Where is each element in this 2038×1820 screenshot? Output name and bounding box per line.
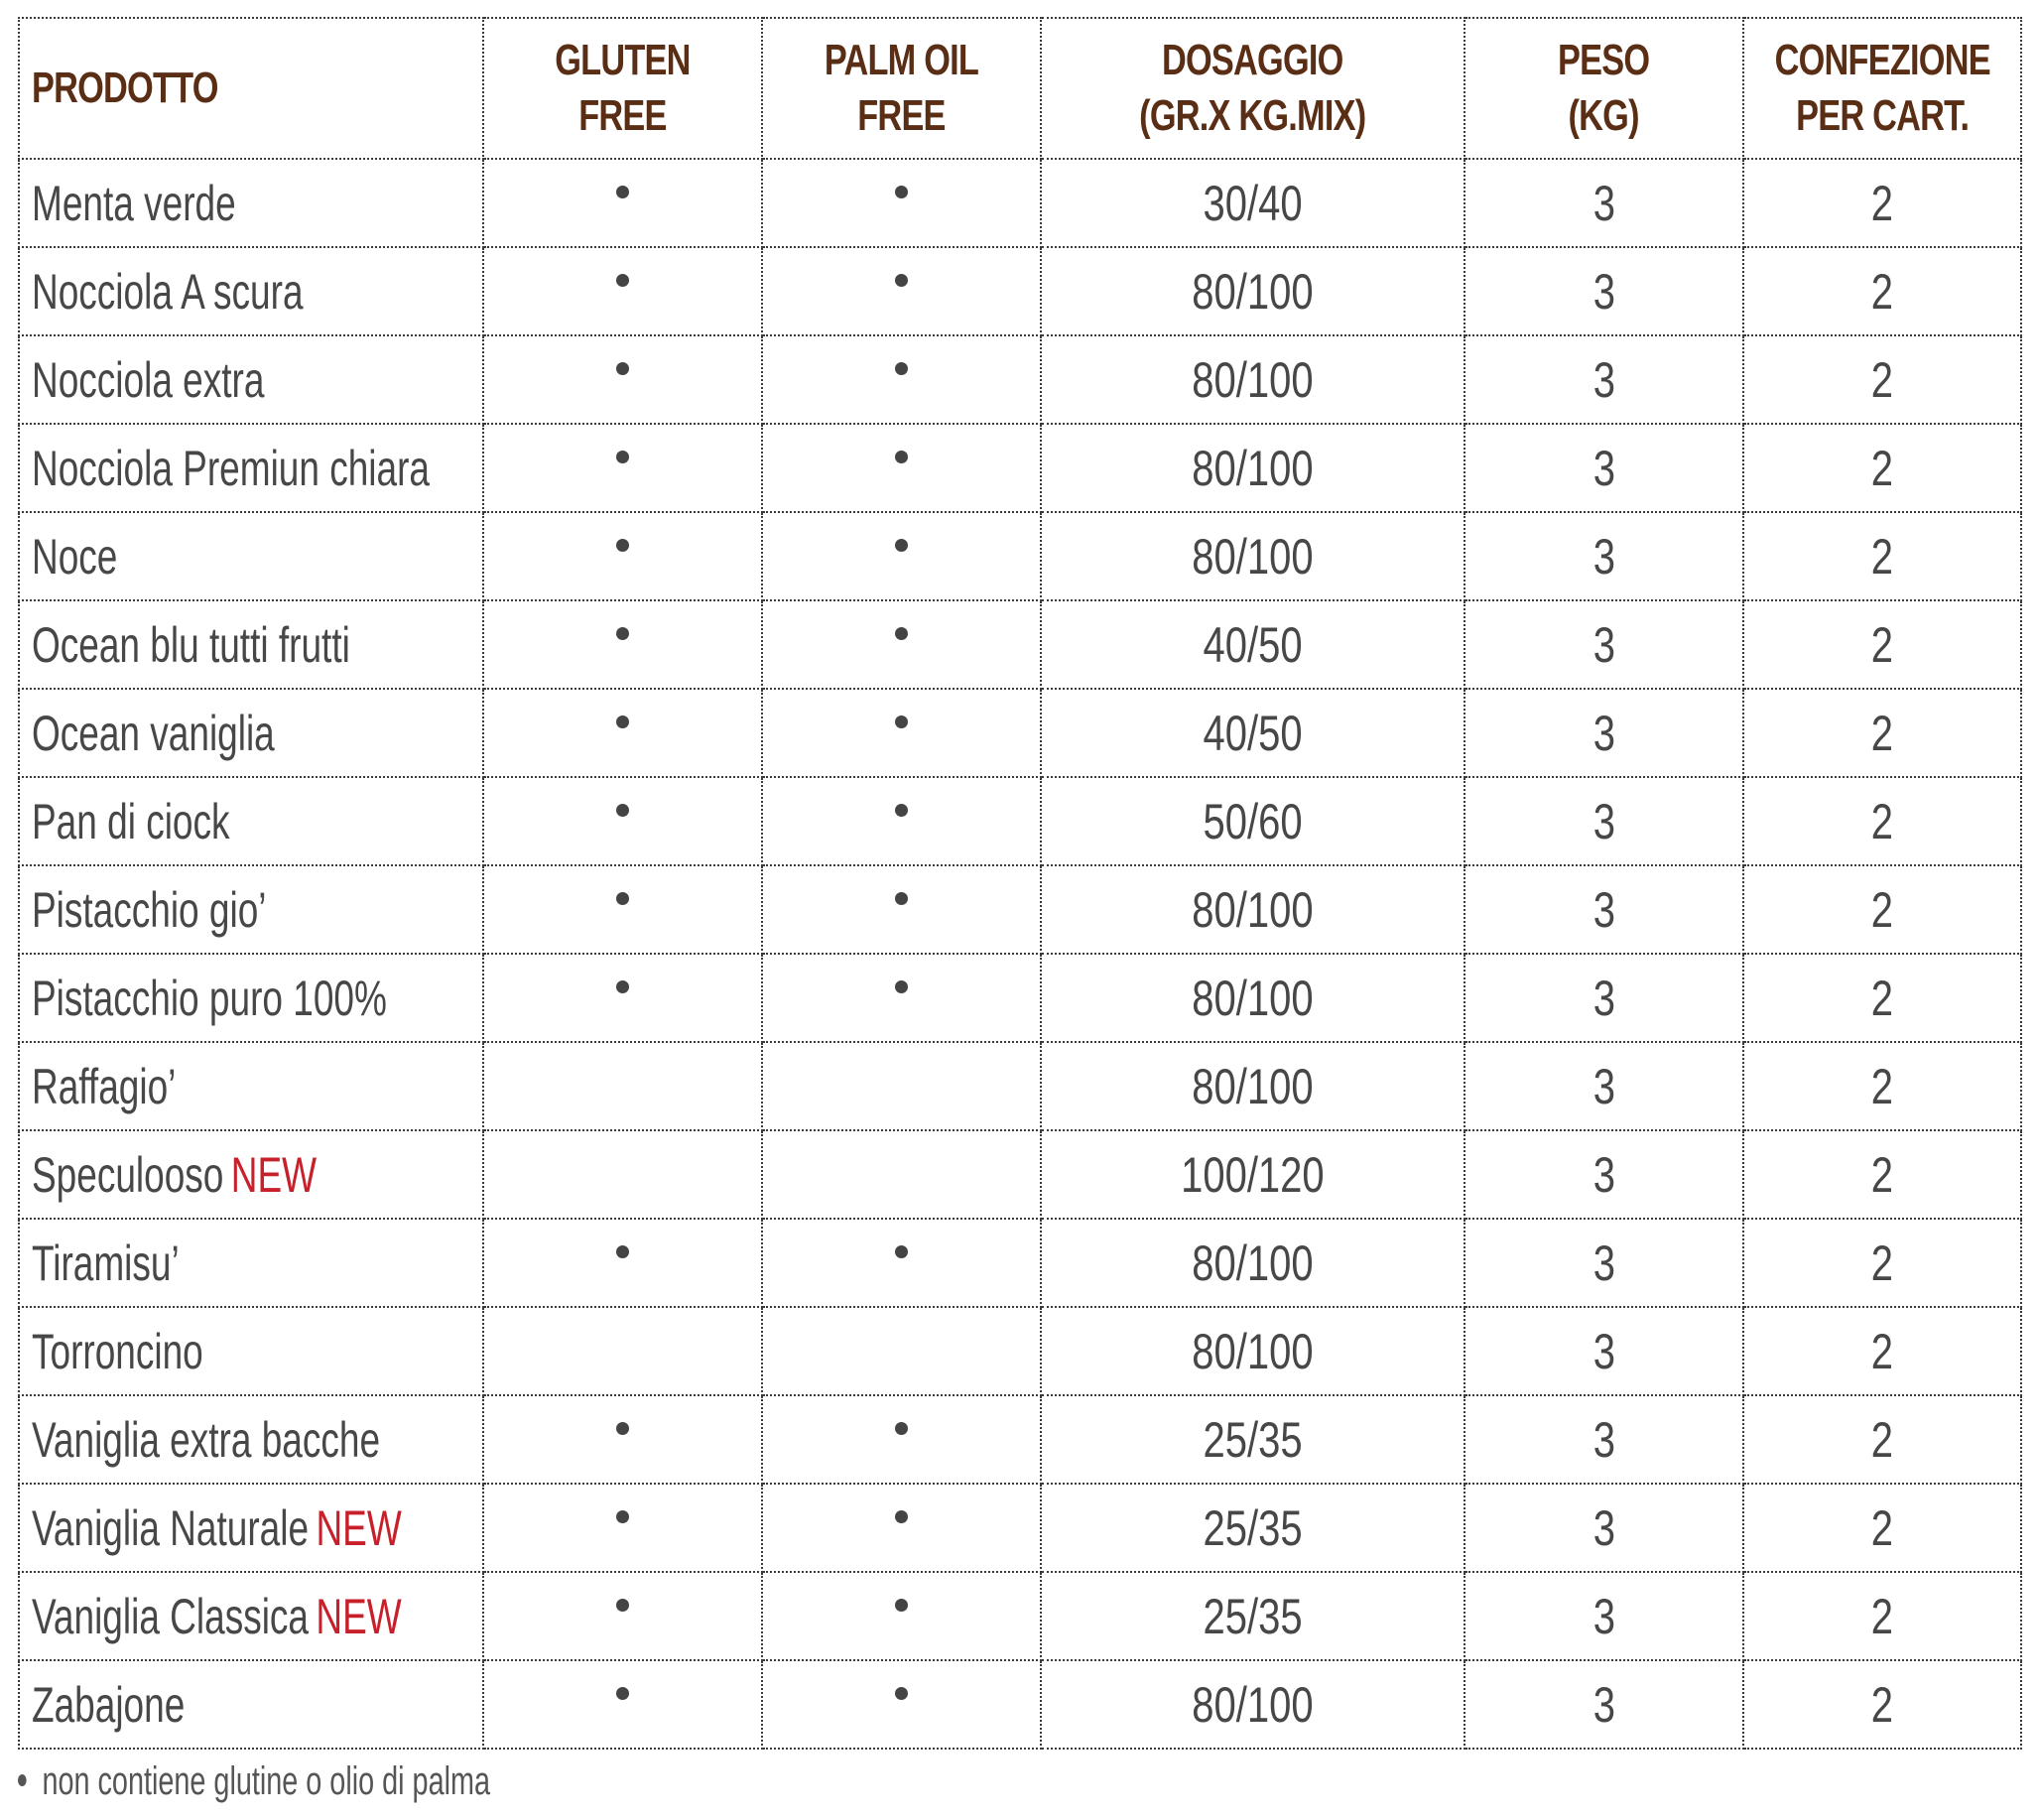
peso-value: 3	[1592, 263, 1615, 320]
bullet-dot-icon	[895, 362, 908, 375]
dosaggio-value: 80/100	[1192, 1323, 1314, 1379]
new-badge: NEW	[230, 1146, 318, 1203]
dosaggio-value: 80/100	[1192, 1235, 1314, 1291]
bullet-dot-icon	[895, 715, 908, 728]
bullet-dot-icon	[616, 451, 629, 463]
confezione-cell	[1743, 335, 2021, 424]
peso-cell	[1465, 1484, 1743, 1572]
confezione-cell	[1743, 512, 2021, 600]
peso-value: 3	[1592, 1058, 1615, 1114]
peso-cell	[1465, 1307, 1743, 1395]
palm-oil-free-cell	[762, 159, 1041, 247]
dosaggio-cell	[1041, 335, 1465, 424]
confezione-cell	[1743, 1395, 2021, 1484]
dosaggio-cell	[1041, 954, 1465, 1042]
palm-oil-free-cell	[762, 689, 1041, 777]
dosaggio-cell	[1041, 1484, 1465, 1572]
table-row	[19, 1660, 2021, 1749]
table-row	[19, 512, 2021, 600]
confezione-cell	[1743, 1307, 2021, 1395]
peso-cell	[1465, 512, 1743, 600]
product-name: Nocciola extra	[32, 351, 265, 408]
confezione-cell	[1743, 1130, 2021, 1219]
dosaggio-value: 80/100	[1192, 881, 1314, 938]
dosaggio-cell	[1041, 1572, 1465, 1660]
bullet-dot-icon	[895, 1245, 908, 1258]
confezione-cell	[1743, 424, 2021, 512]
dosaggio-cell	[1041, 865, 1465, 954]
product-name-cell	[19, 247, 483, 335]
bullet-dot-icon	[616, 892, 629, 905]
peso-value: 3	[1592, 1411, 1615, 1468]
confezione-value: 2	[1870, 616, 1894, 673]
product-name-cell	[19, 1484, 483, 1572]
product-name-cell	[19, 1130, 483, 1219]
palm-oil-free-cell	[762, 865, 1041, 954]
gluten-free-cell	[483, 512, 762, 600]
dosaggio-value: 80/100	[1192, 351, 1314, 408]
dosaggio-value: 30/40	[1203, 175, 1303, 231]
bullet-dot-icon	[895, 892, 908, 905]
peso-value: 3	[1592, 1499, 1615, 1556]
bullet-dot-icon	[616, 627, 629, 640]
bullet-dot-icon	[616, 980, 629, 993]
gluten-free-cell	[483, 247, 762, 335]
dosaggio-cell	[1041, 689, 1465, 777]
header-palm-oil-free: PALM OIL FREE	[762, 18, 1041, 159]
dosaggio-value: 80/100	[1192, 970, 1314, 1026]
table-row	[19, 1484, 2021, 1572]
confezione-value: 2	[1870, 351, 1894, 408]
product-name-cell	[19, 1219, 483, 1307]
header-gluten-free: GLUTEN FREE	[483, 18, 762, 159]
product-name: Zabajone	[32, 1676, 186, 1733]
dosaggio-cell	[1041, 512, 1465, 600]
peso-cell	[1465, 1042, 1743, 1130]
palm-oil-free-cell	[762, 1219, 1041, 1307]
peso-value: 3	[1592, 1676, 1615, 1733]
confezione-value: 2	[1870, 175, 1894, 231]
product-name: Speculooso	[32, 1146, 224, 1203]
product-name-cell	[19, 865, 483, 954]
palm-oil-free-cell	[762, 600, 1041, 689]
dosaggio-value: 80/100	[1192, 263, 1314, 320]
palm-oil-free-cell	[762, 1572, 1041, 1660]
peso-cell	[1465, 600, 1743, 689]
table-row	[19, 335, 2021, 424]
peso-cell	[1465, 777, 1743, 865]
table-row	[19, 689, 2021, 777]
product-name-cell	[19, 1572, 483, 1660]
confezione-cell	[1743, 1219, 2021, 1307]
peso-value: 3	[1592, 351, 1615, 408]
dosaggio-cell	[1041, 1219, 1465, 1307]
peso-cell	[1465, 1130, 1743, 1219]
palm-oil-free-cell	[762, 335, 1041, 424]
palm-oil-free-cell	[762, 777, 1041, 865]
product-name-cell	[19, 954, 483, 1042]
gluten-free-cell	[483, 600, 762, 689]
gluten-free-cell	[483, 1660, 762, 1749]
peso-cell	[1465, 1219, 1743, 1307]
gluten-free-cell	[483, 1042, 762, 1130]
palm-oil-free-cell	[762, 424, 1041, 512]
confezione-value: 2	[1870, 1058, 1894, 1114]
bullet-dot-icon	[616, 1599, 629, 1612]
palm-oil-free-cell	[762, 954, 1041, 1042]
peso-value: 3	[1592, 970, 1615, 1026]
dosaggio-value: 25/35	[1203, 1499, 1303, 1556]
dosaggio-value: 50/60	[1203, 793, 1303, 849]
dosaggio-cell	[1041, 424, 1465, 512]
bullet-dot-icon	[616, 1422, 629, 1435]
confezione-value: 2	[1870, 705, 1894, 761]
product-name-cell	[19, 159, 483, 247]
header-prodotto: PRODOTTO	[19, 18, 483, 159]
dosaggio-value: 80/100	[1192, 440, 1314, 496]
footnote	[18, 1759, 490, 1804]
gluten-free-cell	[483, 335, 762, 424]
table-row	[19, 1042, 2021, 1130]
dosaggio-cell	[1041, 1660, 1465, 1749]
gluten-free-cell	[483, 954, 762, 1042]
dosaggio-value: 25/35	[1203, 1588, 1303, 1644]
confezione-value: 2	[1870, 528, 1894, 585]
dosaggio-cell	[1041, 1042, 1465, 1130]
dosaggio-value: 40/50	[1203, 705, 1303, 761]
product-name-cell	[19, 1307, 483, 1395]
gluten-free-cell	[483, 1572, 762, 1660]
product-name: Noce	[32, 528, 118, 585]
bullet-dot-icon	[895, 186, 908, 198]
dosaggio-cell	[1041, 247, 1465, 335]
table-body	[19, 159, 2021, 1749]
table-row	[19, 777, 2021, 865]
header-confezione: CONFEZIONE PER CART.	[1743, 18, 2021, 159]
product-name: Torroncino	[32, 1323, 203, 1379]
bullet-dot-icon	[616, 362, 629, 375]
peso-value: 3	[1592, 1235, 1615, 1291]
peso-cell	[1465, 247, 1743, 335]
palm-oil-free-cell	[762, 1660, 1041, 1749]
gluten-free-cell	[483, 1484, 762, 1572]
bullet-dot-icon	[895, 980, 908, 993]
peso-cell	[1465, 1660, 1743, 1749]
table-row	[19, 954, 2021, 1042]
product-name: Pan di ciock	[32, 793, 230, 849]
product-name-cell	[19, 1042, 483, 1130]
bullet-dot-icon	[895, 1422, 908, 1435]
product-name: Raffagio’	[32, 1058, 177, 1114]
product-name: Pistacchio puro 100%	[32, 970, 387, 1026]
product-name: Pistacchio gio’	[32, 881, 267, 938]
gluten-free-cell	[483, 159, 762, 247]
peso-value: 3	[1592, 616, 1615, 673]
confezione-value: 2	[1870, 1411, 1894, 1468]
product-name-cell	[19, 512, 483, 600]
peso-value: 3	[1592, 705, 1615, 761]
confezione-cell	[1743, 159, 2021, 247]
table-row	[19, 247, 2021, 335]
palm-oil-free-cell	[762, 1130, 1041, 1219]
peso-cell	[1465, 1572, 1743, 1660]
product-name: Nocciola A scura	[32, 263, 304, 320]
confezione-value: 2	[1870, 1146, 1894, 1203]
bullet-dot-icon	[895, 627, 908, 640]
new-badge: NEW	[316, 1499, 402, 1556]
peso-value: 3	[1592, 881, 1615, 938]
peso-cell	[1465, 1395, 1743, 1484]
dosaggio-cell	[1041, 1307, 1465, 1395]
confezione-cell	[1743, 1484, 2021, 1572]
bullet-dot-icon	[616, 1245, 629, 1258]
gluten-free-cell	[483, 777, 762, 865]
dosaggio-value: 80/100	[1192, 1676, 1314, 1733]
new-badge: NEW	[316, 1588, 402, 1644]
table-row	[19, 1307, 2021, 1395]
table-row	[19, 1219, 2021, 1307]
footnote-text: non contiene glutine o olio di palma	[42, 1759, 490, 1803]
bullet-dot-icon	[616, 274, 629, 287]
table-header-row	[19, 18, 2021, 159]
product-name: Tiramisu’	[32, 1235, 180, 1291]
confezione-cell	[1743, 247, 2021, 335]
bullet-icon	[18, 1774, 27, 1786]
confezione-value: 2	[1870, 1323, 1894, 1379]
table-row	[19, 1130, 2021, 1219]
dosaggio-cell	[1041, 777, 1465, 865]
palm-oil-free-cell	[762, 1307, 1041, 1395]
peso-cell	[1465, 424, 1743, 512]
header-peso: PESO (KG)	[1465, 18, 1743, 159]
table-row	[19, 600, 2021, 689]
dosaggio-value: 40/50	[1203, 616, 1303, 673]
table-row	[19, 159, 2021, 247]
peso-value: 3	[1592, 1323, 1615, 1379]
dosaggio-value: 25/35	[1203, 1411, 1303, 1468]
dosaggio-cell	[1041, 1395, 1465, 1484]
product-table	[18, 17, 2022, 1750]
peso-value: 3	[1592, 528, 1615, 585]
bullet-dot-icon	[616, 1687, 629, 1700]
bullet-dot-icon	[616, 1510, 629, 1523]
product-name-cell	[19, 689, 483, 777]
gluten-free-cell	[483, 689, 762, 777]
confezione-value: 2	[1870, 1235, 1894, 1291]
product-name: Vaniglia Classica	[32, 1588, 310, 1644]
peso-value: 3	[1592, 1146, 1615, 1203]
dosaggio-value: 100/120	[1181, 1146, 1325, 1203]
confezione-cell	[1743, 1660, 2021, 1749]
product-name-cell	[19, 335, 483, 424]
table-row	[19, 865, 2021, 954]
confezione-value: 2	[1870, 1676, 1894, 1733]
confezione-value: 2	[1870, 881, 1894, 938]
peso-value: 3	[1592, 793, 1615, 849]
bullet-dot-icon	[616, 539, 629, 552]
bullet-dot-icon	[616, 715, 629, 728]
product-name: Ocean blu tutti frutti	[32, 616, 350, 673]
table-row	[19, 424, 2021, 512]
bullet-dot-icon	[895, 1510, 908, 1523]
bullet-dot-icon	[616, 186, 629, 198]
confezione-cell	[1743, 954, 2021, 1042]
product-name-cell	[19, 1660, 483, 1749]
peso-value: 3	[1592, 1588, 1615, 1644]
palm-oil-free-cell	[762, 247, 1041, 335]
dosaggio-cell	[1041, 1130, 1465, 1219]
peso-cell	[1465, 954, 1743, 1042]
palm-oil-free-cell	[762, 1395, 1041, 1484]
confezione-cell	[1743, 1042, 2021, 1130]
table-row	[19, 1395, 2021, 1484]
product-name: Vaniglia extra bacche	[32, 1411, 381, 1468]
confezione-value: 2	[1870, 263, 1894, 320]
palm-oil-free-cell	[762, 1042, 1041, 1130]
product-name-cell	[19, 777, 483, 865]
gluten-free-cell	[483, 424, 762, 512]
dosaggio-value: 80/100	[1192, 528, 1314, 585]
product-name-cell	[19, 1395, 483, 1484]
product-name: Menta verde	[32, 175, 236, 231]
peso-cell	[1465, 335, 1743, 424]
gluten-free-cell	[483, 1130, 762, 1219]
confezione-value: 2	[1870, 1499, 1894, 1556]
gluten-free-cell	[483, 865, 762, 954]
peso-cell	[1465, 865, 1743, 954]
bullet-dot-icon	[895, 451, 908, 463]
bullet-dot-icon	[616, 804, 629, 817]
table-row	[19, 1572, 2021, 1660]
confezione-value: 2	[1870, 440, 1894, 496]
confezione-cell	[1743, 1572, 2021, 1660]
gluten-free-cell	[483, 1307, 762, 1395]
peso-cell	[1465, 689, 1743, 777]
confezione-cell	[1743, 865, 2021, 954]
palm-oil-free-cell	[762, 1484, 1041, 1572]
product-name-cell	[19, 600, 483, 689]
gluten-free-cell	[483, 1395, 762, 1484]
product-name: Vaniglia Naturale	[32, 1499, 310, 1556]
bullet-dot-icon	[895, 274, 908, 287]
palm-oil-free-cell	[762, 512, 1041, 600]
gluten-free-cell	[483, 1219, 762, 1307]
confezione-cell	[1743, 777, 2021, 865]
product-name: Ocean vaniglia	[32, 705, 275, 761]
peso-value: 3	[1592, 175, 1615, 231]
product-name-cell	[19, 424, 483, 512]
dosaggio-cell	[1041, 159, 1465, 247]
confezione-value: 2	[1870, 1588, 1894, 1644]
bullet-dot-icon	[895, 1599, 908, 1612]
dosaggio-cell	[1041, 600, 1465, 689]
product-name: Nocciola Premiun chiara	[32, 440, 431, 496]
confezione-cell	[1743, 600, 2021, 689]
bullet-dot-icon	[895, 539, 908, 552]
peso-value: 3	[1592, 440, 1615, 496]
confezione-value: 2	[1870, 793, 1894, 849]
confezione-cell	[1743, 689, 2021, 777]
bullet-dot-icon	[895, 1687, 908, 1700]
bullet-dot-icon	[895, 804, 908, 817]
peso-cell	[1465, 159, 1743, 247]
dosaggio-value: 80/100	[1192, 1058, 1314, 1114]
confezione-value: 2	[1870, 970, 1894, 1026]
product-table-container	[18, 17, 2020, 1750]
header-dosaggio: DOSAGGIO (GR.X KG.MIX)	[1041, 18, 1465, 159]
